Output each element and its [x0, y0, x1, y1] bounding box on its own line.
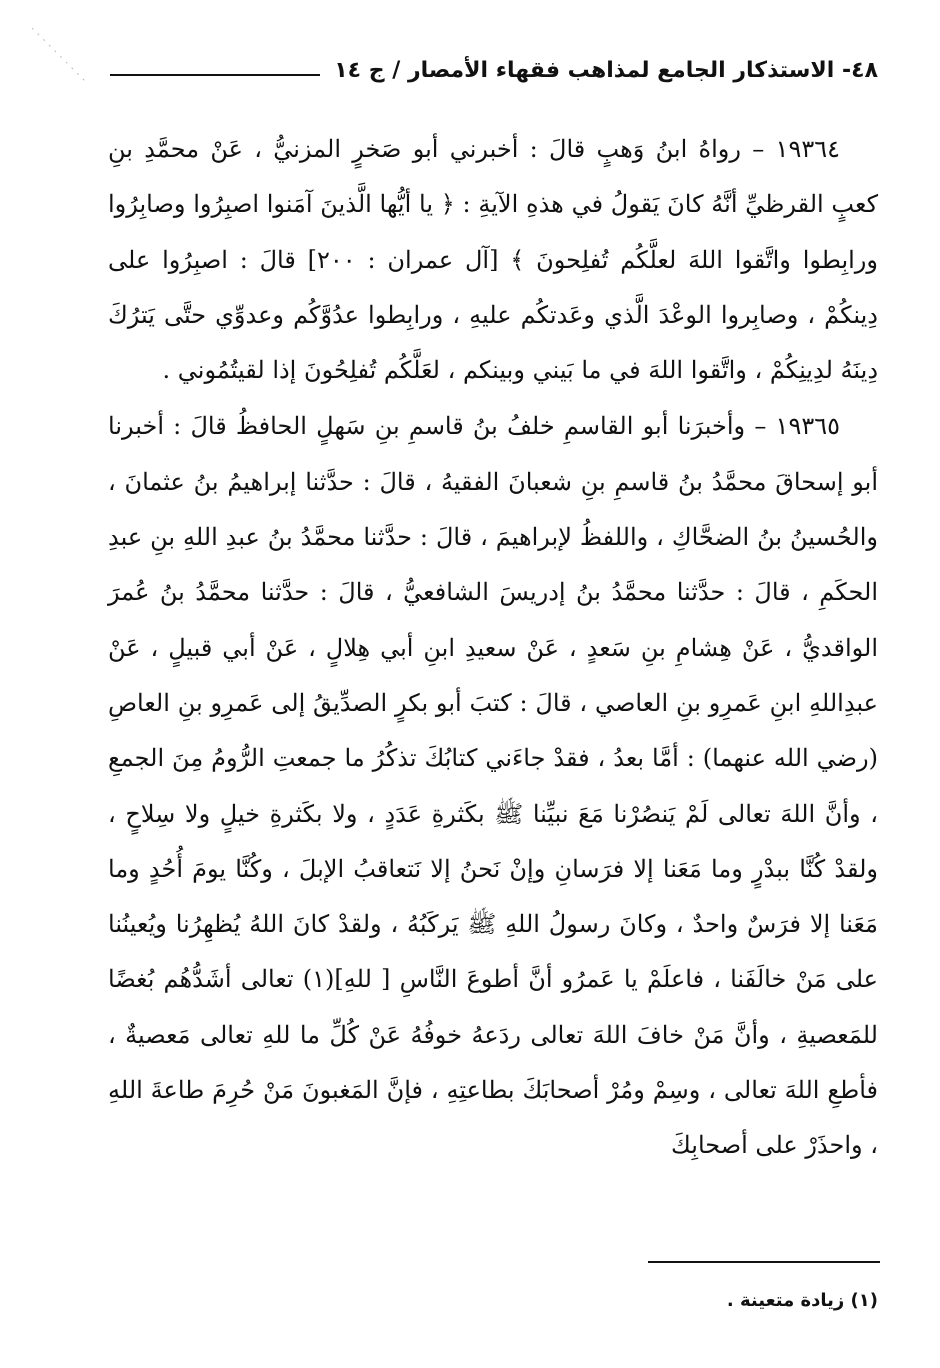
- header-title: ٤٨- الاستذكار الجامع لمذاهب فقهاء الأمصار / ج ١٤: [334, 57, 878, 83]
- main-text: [108, 122, 878, 1175]
- running-header: [110, 52, 878, 88]
- footnote-1: (١) زيادة متعينة .: [726, 1290, 878, 1311]
- paragraph-text: ١٩٣٦٤ – رواهُ ابنُ وَهبٍ قالَ : أخبرني أبو صَخرٍ المزنيُّ ، عَنْ محمَّدِ بنِ كعبٍ القرظيِّ أنَّهُ كانَ يَقولُ في هذهِ الآيةِ : ﴿ يا أيُّها الَّذينَ آمَنوا اصبِرُوا وصابِرُوا ورابِطوا واتَّقوا اللهَ لعلَّكُم تُفلِحونَ ﴾ [آل عمران : ٢٠٠] قالَ : اصبِرُوا على دِينكُمْ ، وصابِروا الوعْدَ الَّذي وعَدتكُم عليهِ ، ورابِطوا عدُوَّكُم وعدوِّي حتَّى يَترُكَ دِينَهُ لدِينِكُمْ ، واتَّقوا اللهَ في ما بَيني وبينكم ، لعَلَّكُم تُفلِحُونَ إذا لقيتُمُوني .: [108, 135, 878, 385]
- paragraph-19364: [108, 122, 878, 398]
- header-rule: [110, 74, 320, 76]
- paragraph-19365: [108, 399, 878, 1173]
- footnote-separator: [648, 1261, 880, 1263]
- paragraph-text: ١٩٣٦٥ – وأخبرَنا أبو القاسمِ خلفُ بنُ قاسمِ بنِ سَهلٍ الحافظُ قالَ : أخبرنا أبو إسحاقَ محمَّدُ بنُ قاسمِ بنِ شعبانَ الفقيهُ ، قالَ : حدَّثنا إبراهيمُ بنُ عثمانَ ، والحُسينُ بنُ الضحَّاكِ ، واللفظُ لإبراهيمَ ، قالَ : حدَّثنا محمَّدُ بنُ عبدِ اللهِ بنِ عبدِ الحكَمِ ، قالَ : حدَّثنا محمَّدُ بنُ إدريسَ الشافعيُّ ، قالَ : حدَّثنا محمَّدُ بنُ عُمرَ الواقديُّ ، عَنْ هِشامِ بنِ سَعدٍ ، عَنْ سعيدِ ابنِ أبي هِلالٍ ، عَنْ أبي قبيلٍ ، عَنْ عبدِاللهِ ابنِ عَمرِو بنِ العاصي ، قالَ : كتبَ أبو بكرٍ الصدِّيقُ إلى عَمرِو بنِ العاصِ (رضي الله عنهما) : أمَّا بعدُ ، فقدْ جاءَني كتابُكَ تذكُرُ ما جمعتِ الرُّومُ مِنَ الجمعِ ، وأنَّ اللهَ تعالى لَمْ يَنصُرْنا مَعَ نبيِّنا ﷺ بكَثرةِ عَدَدٍ ، ولا بكَثرةِ خيلٍ ولا سِلاحٍ ، ولقدْ كُنَّا ببدْرٍ وما مَعَنا إلا فرَسانِ وإنْ نَحنُ إلا نَتعاقبُ الإبلَ ، وكُنَّا يومَ أُحُدٍ وما مَعَنا إلا فرَسٌ واحدٌ ، وكانَ رسولُ اللهِ ﷺ يَركَبُهُ ، ولقدْ كانَ اللهُ يُظهِرُنا ويُعينُنا على مَنْ خالَفَنا ، فاعلَمْ يا عَمرُو أنَّ أطوعَ النَّاسِ [ للهِ](١) تعالى أشَدُّهُم بُغضًا للمَعصيةِ ، وأنَّ مَنْ خافَ اللهَ تعالى ردَعهُ خوفُهُ عَنْ كُلِّ ما للهِ تعالى مَعصيةٌ ، فأطعِ اللهَ تعالى ، وسِمْ ومُرْ أصحابَكَ بطاعتِهِ ، فإنَّ المَغبونَ مَنْ حُرِمَ طاعةَ اللهِ ، واحذَرْ على أصحابِكَ: [108, 412, 878, 1160]
- scan-corner-mark: [32, 28, 92, 88]
